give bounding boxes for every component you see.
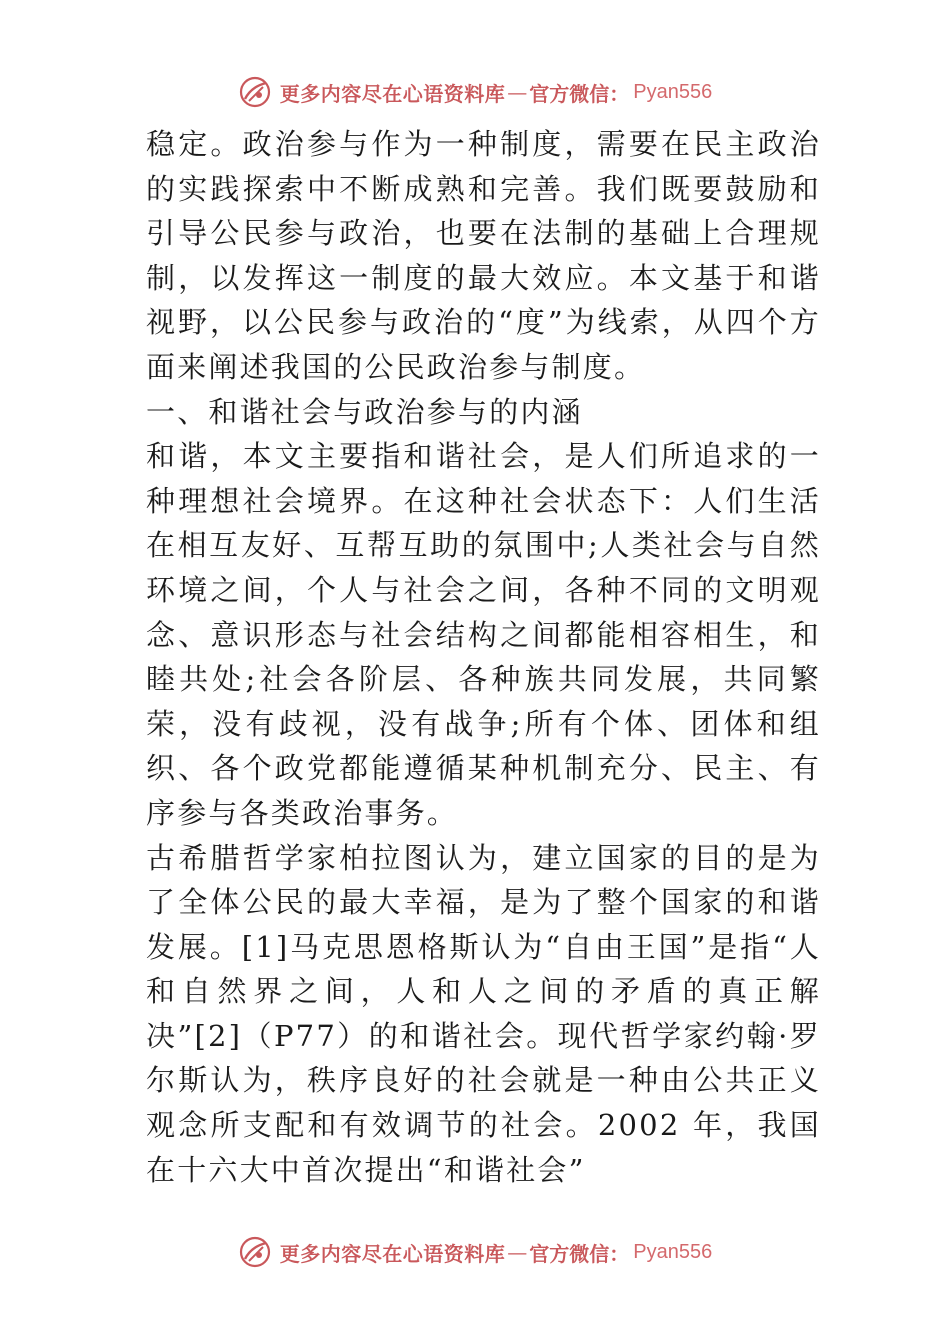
banner-brand-text: 更多内容尽在心语资料库 [279,1241,506,1266]
banner-wechat-label: 官方微信： [529,81,630,106]
banner-separator: — [507,1240,528,1264]
header-watermark-banner [0,72,950,112]
banner-wechat-id: Pyan556 [633,80,713,103]
body-paragraph: 稳定。政治参与作为一种制度，需要在民主政治的实践探索中不断成熟和完善。我们既要鼓励和引导公民参与政治，也要在法制的基础上合理规制，以发挥这一制度的最大效应。本文基于和谐视野，以公民参与政治的“度”为线索，从四个方面来阐述我国的公民政治参与制度。 [146,127,821,384]
brand-logo-icon [238,1235,272,1269]
banner-wechat-id: Pyan556 [633,1240,713,1263]
section-heading: 一、和谐社会与政治参与的内涵 [146,394,583,429]
banner-wechat-label: 官方微信： [529,1241,630,1266]
banner-brand-text: 更多内容尽在心语资料库 [279,81,506,106]
footer-watermark-banner [0,1232,950,1272]
body-paragraph: 和谐，本文主要指和谐社会，是人们所追求的一种理想社会境界。在这种社会状态下：人们生活在相互友好、互帮互助的氛围中;人类社会与自然环境之间，个人与社会之间，各种不同的文明观念、意识形态与社会结构之间都能相容相生，和睦共处;社会各阶层、各种族共同发展，共同繁荣，没有歧视，没有战争;所有个体、团体和组织、各个政党都能遵循某种机制充分、民主、有序参与各类政治事务。 [146,439,821,830]
body-paragraph: 古希腊哲学家柏拉图认为，建立国家的目的是为了全体公民的最大幸福，是为了整个国家的和谐发展。[1]马克思恩格斯认为“自由王国”是指“人和自然界之间，人和人之间的矛盾的真正解决”[2]（P77）的和谐社会。现代哲学家约翰·罗尔斯认为，秩序良好的社会就是一种由公共正义观念所支配和有效调节的社会。2002 年，我国在十六大中首次提出“和谐社会” [146,840,821,1187]
document-body [146,122,821,1192]
banner-separator: — [507,80,528,104]
brand-logo-icon [238,75,272,109]
